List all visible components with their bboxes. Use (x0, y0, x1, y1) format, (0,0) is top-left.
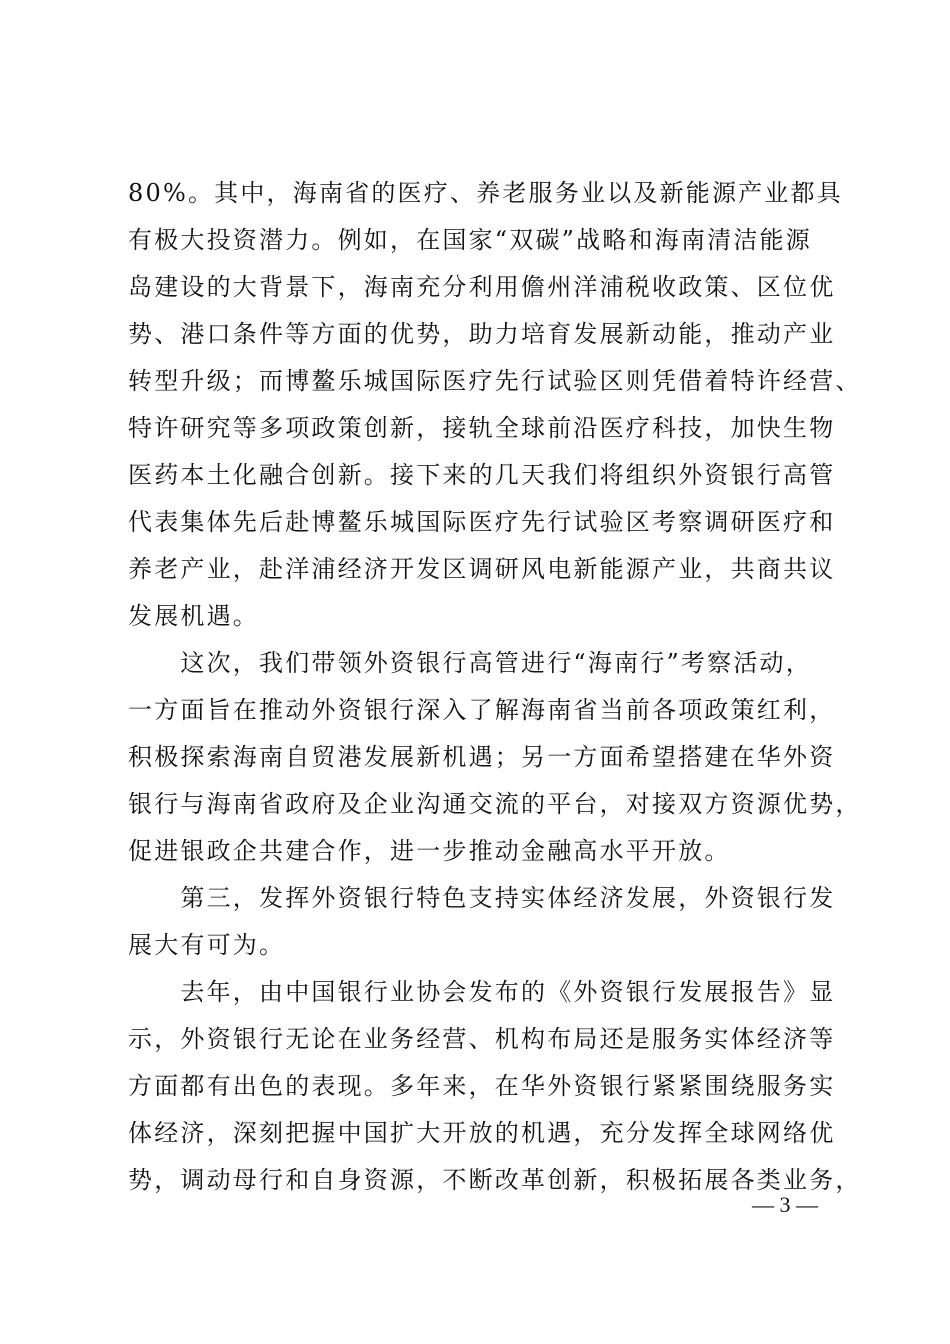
text-line: 展大有可为。 (128, 931, 286, 959)
text-line: 转型升级；而博鳌乐城国际医疗先行试验区则凭借着特许经营、 (128, 367, 862, 395)
text-line: 体经济，深刻把握中国扩大开放的机遇，充分发挥全球网络优 (128, 1119, 836, 1147)
page-number: — 3 — (752, 1192, 818, 1217)
text-line: 积极探索海南自贸港发展新机遇；另一方面希望搭建在华外资 (128, 743, 836, 771)
text-line: 示，外资银行无论在业务经营、机构布局还是服务实体经济等 (128, 1025, 836, 1053)
text-line: 养老产业，赴洋浦经济开发区调研风电新能源产业，共商共议 (128, 555, 836, 583)
text-line: 特许研究等多项政策创新，接轨全球前沿医疗科技，加快生物 (128, 414, 836, 442)
text-line: 80%。其中，海南省的医疗、养老服务业以及新能源产业都具 (128, 179, 843, 207)
text-line: 去年，由中国银行业协会发布的《外资银行发展报告》显 (128, 978, 836, 1006)
text-line: 方面都有出色的表现。多年来，在华外资银行紧紧围绕服务实 (128, 1072, 836, 1100)
text-line: 岛建设的大背景下，海南充分利用儋州洋浦税收政策、区位优 (128, 273, 836, 301)
text-line: 银行与海南省政府及企业沟通交流的平台，对接双方资源优势， (128, 790, 862, 818)
text-line: 代表集体先后赴博鳌乐城国际医疗先行试验区考察调研医疗和 (128, 508, 836, 536)
text-line: 势，调动母行和自身资源，不断改革创新，积极拓展各类业务， (128, 1166, 862, 1194)
text-line: 这次，我们带领外资银行高管进行“海南行”考察活动， (128, 649, 812, 677)
text-line: 一方面旨在推动外资银行深入了解海南省当前各项政策红利， (128, 696, 836, 724)
text-line: 第三，发挥外资银行特色支持实体经济发展，外资银行发 (128, 884, 836, 912)
text-line: 发展机遇。 (128, 602, 259, 630)
text-line: 促进银政企共建合作，进一步推动金融高水平开放。 (128, 837, 731, 865)
text-line: 势、港口条件等方面的优势，助力培育发展新动能，推动产业 (128, 320, 836, 348)
text-line: 有极大投资潜力。例如，在国家“双碳”战略和海南清洁能源 (128, 226, 812, 254)
text-line: 医药本土化融合创新。接下来的几天我们将组织外资银行高管 (128, 461, 836, 489)
